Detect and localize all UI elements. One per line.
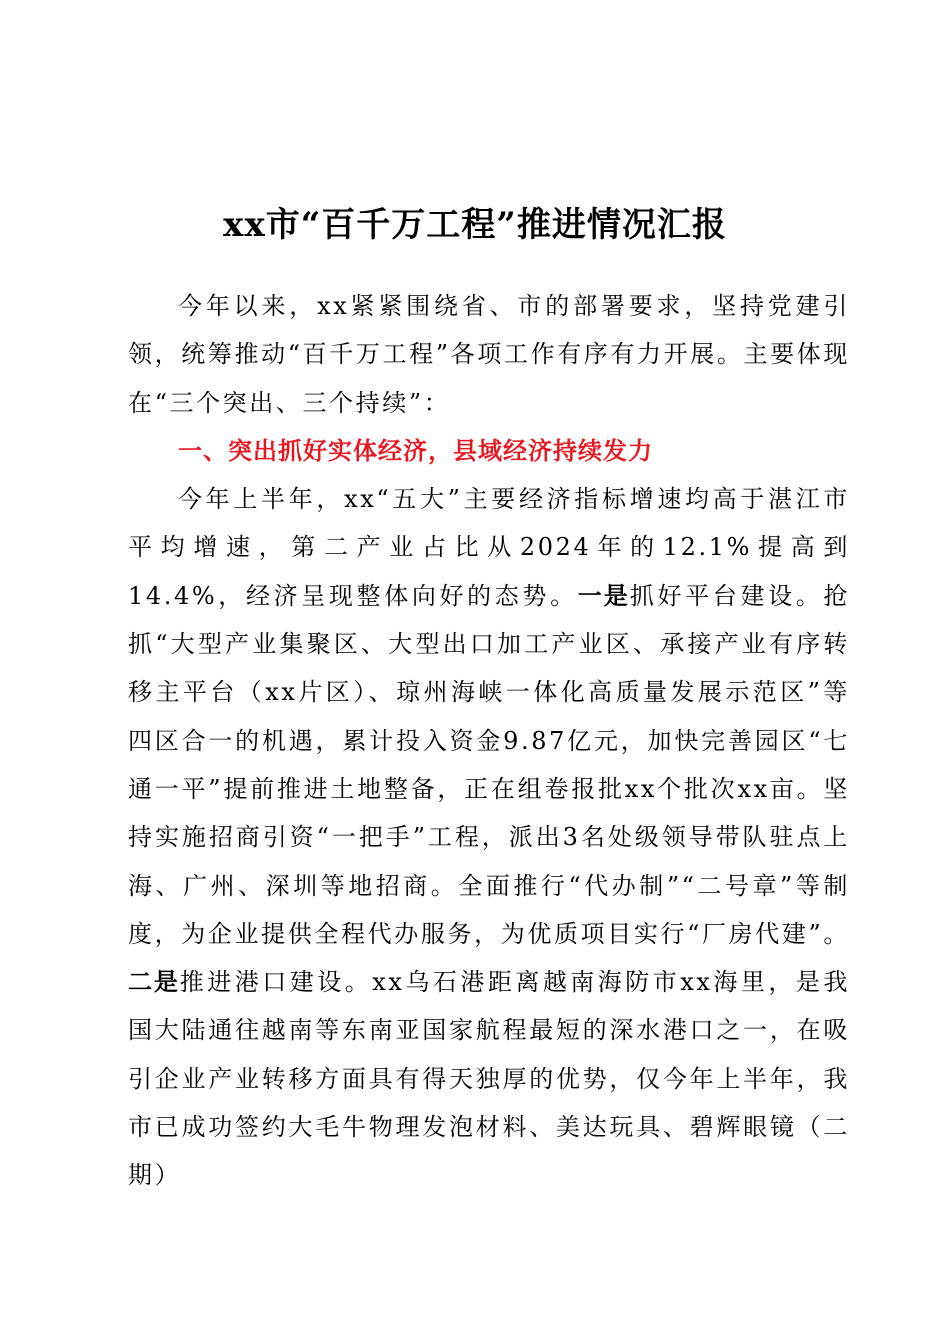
section1-paragraph [128, 475, 850, 1199]
intro-paragraph: 今年以来，xx紧紧围绕省、市的部署要求，坚持党建引领，统筹推动“百千万工程”各项工作有序有力开展。主要体现在“三个突出、三个持续”： [128, 292, 850, 417]
point-2-marker: 二是 [128, 968, 180, 997]
point-1-text: 抓好平台建设。抢抓“大型产业集聚区、大型出口加工产业区、承接产业有序转移主平台（xx片区）、琼州海峡一体化高质量发展示范区”等四区合一的机遇，累计投入资金9.87亿元，加快完善园区“七通一平”提前推进土地整备，正在组卷报批xx个批次xx亩。坚持实施招商引资“一把手”工程，派出3名处级领导带队驻点上海、广州、深圳等地招商。全面推行“代办制”“二号章”等制度，为企业提供全程代办服务，为优质项目实行“厂房代建”。 [128, 581, 851, 948]
point-2-text: 推进港口建设。xx乌石港距离越南海防市xx海里，是我国大陆通往越南等东南亚国家航程最短的深水港口之一，在吸引企业产业转移方面具有得天独厚的优势，仅今年上半年，我市已成功签约大毛牛物理发泡材料、美达玩具、碧辉眼镜（二期） [128, 968, 850, 1190]
document-title: xx市“百千万工程”推进情况汇报 [223, 205, 727, 245]
section-heading-1: 一、突出抓好实体经济，县域经济持续发力 [178, 436, 653, 465]
document-body [128, 282, 850, 1200]
section1-lead-text: 今年上半年，xx“五大”主要经济指标增速均高于湛江市平均增速，第二产业占比从2024年的12.1%提高到14.4%，经济呈现整体向好的态势。 [128, 485, 850, 610]
point-1-marker: 一是 [577, 581, 630, 610]
